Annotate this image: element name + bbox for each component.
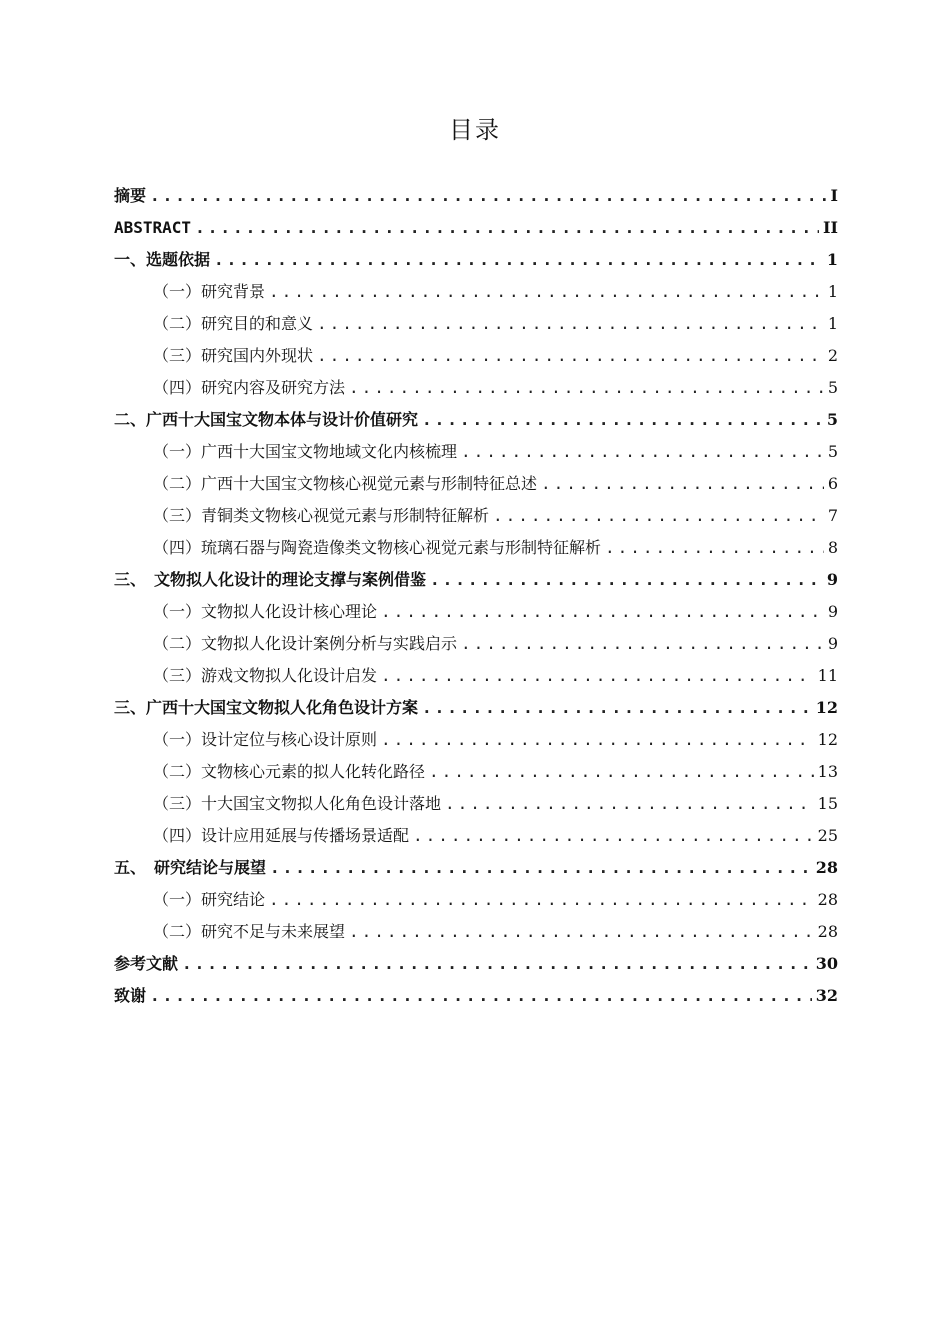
toc-page-number: 15 bbox=[817, 794, 838, 813]
toc-dot-leader bbox=[317, 340, 824, 372]
toc-entry-label: （四）琉璃石器与陶瓷造像类文物核心视觉元素与形制特征解析 bbox=[153, 538, 602, 557]
toc-dot-leader bbox=[461, 436, 824, 468]
toc-section-entry[interactable] bbox=[114, 372, 838, 404]
toc-dot-leader bbox=[269, 884, 814, 916]
toc-page-number: 12 bbox=[817, 730, 838, 749]
toc-entry-label: （一）广西十大国宝文物地域文化内核梳理 bbox=[153, 442, 458, 461]
toc-entry-label: 五、 研究结论与展望 bbox=[114, 858, 267, 877]
toc-dot-leader bbox=[195, 212, 819, 244]
toc-entry-label: （二）文物核心元素的拟人化转化路径 bbox=[153, 762, 426, 781]
toc-section-entry[interactable] bbox=[114, 340, 838, 372]
toc-page-number: 28 bbox=[817, 890, 838, 909]
toc-dot-leader bbox=[214, 244, 823, 276]
table-of-contents bbox=[114, 180, 838, 1012]
toc-page-number: I bbox=[830, 186, 838, 205]
toc-page-number: 28 bbox=[817, 922, 838, 941]
toc-entry-label: 参考文献 bbox=[114, 954, 179, 973]
toc-dot-leader bbox=[150, 180, 827, 212]
toc-entry-label: （一）设计定位与核心设计原则 bbox=[153, 730, 378, 749]
toc-entry-label: 二、广西十大国宝文物本体与设计价值研究 bbox=[114, 410, 419, 429]
toc-entry-label: 三、广西十大国宝文物拟人化角色设计方案 bbox=[114, 698, 419, 717]
toc-dot-leader bbox=[422, 404, 823, 436]
toc-page-number: 1 bbox=[827, 314, 838, 333]
toc-page-number: 32 bbox=[815, 986, 838, 1005]
toc-page-number: 9 bbox=[826, 570, 838, 589]
toc-entry-label: （二）文物拟人化设计案例分析与实践启示 bbox=[153, 634, 458, 653]
toc-entry-label: （三）研究国内外现状 bbox=[153, 346, 314, 365]
toc-dot-leader bbox=[349, 916, 814, 948]
toc-dot-leader bbox=[349, 372, 824, 404]
toc-dot-leader bbox=[429, 756, 814, 788]
toc-dot-leader bbox=[605, 532, 824, 564]
toc-page-number: 13 bbox=[817, 762, 838, 781]
toc-dot-leader bbox=[413, 820, 814, 852]
toc-chapter-entry[interactable] bbox=[114, 244, 838, 276]
toc-entry-label: ABSTRACT bbox=[114, 218, 192, 237]
toc-section-entry[interactable] bbox=[114, 660, 838, 692]
toc-page-number: 28 bbox=[815, 858, 838, 877]
toc-section-entry[interactable] bbox=[114, 596, 838, 628]
toc-chapter-entry[interactable] bbox=[114, 212, 838, 244]
toc-dot-leader bbox=[493, 500, 824, 532]
toc-entry-label: 三、 文物拟人化设计的理论支撑与案例借鉴 bbox=[114, 570, 427, 589]
toc-page-number: 1 bbox=[826, 250, 838, 269]
toc-section-entry[interactable] bbox=[114, 308, 838, 340]
toc-entry-label: 一、选题依据 bbox=[114, 250, 211, 269]
toc-page-number: 5 bbox=[826, 410, 838, 429]
toc-entry-label: （二）广西十大国宝文物核心视觉元素与形制特征总述 bbox=[153, 474, 538, 493]
toc-page-number: 5 bbox=[827, 442, 838, 461]
toc-page-number: 30 bbox=[815, 954, 838, 973]
toc-dot-leader bbox=[381, 660, 814, 692]
toc-dot-leader bbox=[150, 980, 812, 1012]
toc-dot-leader bbox=[445, 788, 814, 820]
toc-page-number: 8 bbox=[827, 538, 838, 557]
toc-section-entry[interactable] bbox=[114, 532, 838, 564]
toc-page-number: 9 bbox=[827, 602, 838, 621]
toc-entry-label: 摘要 bbox=[114, 186, 147, 205]
toc-page-number: 7 bbox=[827, 506, 838, 525]
toc-dot-leader bbox=[269, 276, 824, 308]
toc-page-number: 25 bbox=[817, 826, 838, 845]
toc-chapter-entry[interactable] bbox=[114, 692, 838, 724]
toc-dot-leader bbox=[317, 308, 824, 340]
toc-entry-label: （一）文物拟人化设计核心理论 bbox=[153, 602, 378, 621]
toc-dot-leader bbox=[541, 468, 824, 500]
toc-chapter-entry[interactable] bbox=[114, 852, 838, 884]
toc-section-entry[interactable] bbox=[114, 884, 838, 916]
toc-dot-leader bbox=[381, 724, 814, 756]
toc-entry-label: （三）十大国宝文物拟人化角色设计落地 bbox=[153, 794, 442, 813]
toc-section-entry[interactable] bbox=[114, 756, 838, 788]
toc-section-entry[interactable] bbox=[114, 436, 838, 468]
toc-page-number: 9 bbox=[827, 634, 838, 653]
toc-dot-leader bbox=[461, 628, 824, 660]
toc-entry-label: （一）研究结论 bbox=[153, 890, 266, 909]
toc-page-number: II bbox=[823, 218, 838, 237]
toc-dot-leader bbox=[422, 692, 812, 724]
toc-section-entry[interactable] bbox=[114, 820, 838, 852]
toc-dot-leader bbox=[270, 852, 812, 884]
toc-section-entry[interactable] bbox=[114, 788, 838, 820]
toc-entry-label: （三）青铜类文物核心视觉元素与形制特征解析 bbox=[153, 506, 490, 525]
toc-page-number: 1 bbox=[827, 282, 838, 301]
toc-section-entry[interactable] bbox=[114, 276, 838, 308]
toc-section-entry[interactable] bbox=[114, 724, 838, 756]
toc-section-entry[interactable] bbox=[114, 468, 838, 500]
toc-section-entry[interactable] bbox=[114, 500, 838, 532]
toc-dot-leader bbox=[182, 948, 812, 980]
toc-page-number: 6 bbox=[827, 474, 838, 493]
toc-chapter-entry[interactable] bbox=[114, 180, 838, 212]
toc-chapter-entry[interactable] bbox=[114, 564, 838, 596]
toc-page-number: 11 bbox=[817, 666, 838, 685]
toc-entry-label: （四）设计应用延展与传播场景适配 bbox=[153, 826, 410, 845]
toc-chapter-entry[interactable] bbox=[114, 948, 838, 980]
toc-entry-label: （三）游戏文物拟人化设计启发 bbox=[153, 666, 378, 685]
toc-dot-leader bbox=[430, 564, 823, 596]
toc-entry-label: （一）研究背景 bbox=[153, 282, 266, 301]
toc-chapter-entry[interactable] bbox=[114, 980, 838, 1012]
toc-entry-label: （二）研究目的和意义 bbox=[153, 314, 314, 333]
toc-page-number: 12 bbox=[815, 698, 838, 717]
toc-page-number: 2 bbox=[827, 346, 838, 365]
page-title: 目录 bbox=[449, 116, 501, 144]
toc-entry-label: （二）研究不足与未来展望 bbox=[153, 922, 346, 941]
toc-chapter-entry[interactable] bbox=[114, 404, 838, 436]
toc-dot-leader bbox=[381, 596, 824, 628]
toc-entry-label: （四）研究内容及研究方法 bbox=[153, 378, 346, 397]
toc-section-entry[interactable] bbox=[114, 628, 838, 660]
toc-section-entry[interactable] bbox=[114, 916, 838, 948]
toc-entry-label: 致谢 bbox=[114, 986, 147, 1005]
toc-page-number: 5 bbox=[827, 378, 838, 397]
